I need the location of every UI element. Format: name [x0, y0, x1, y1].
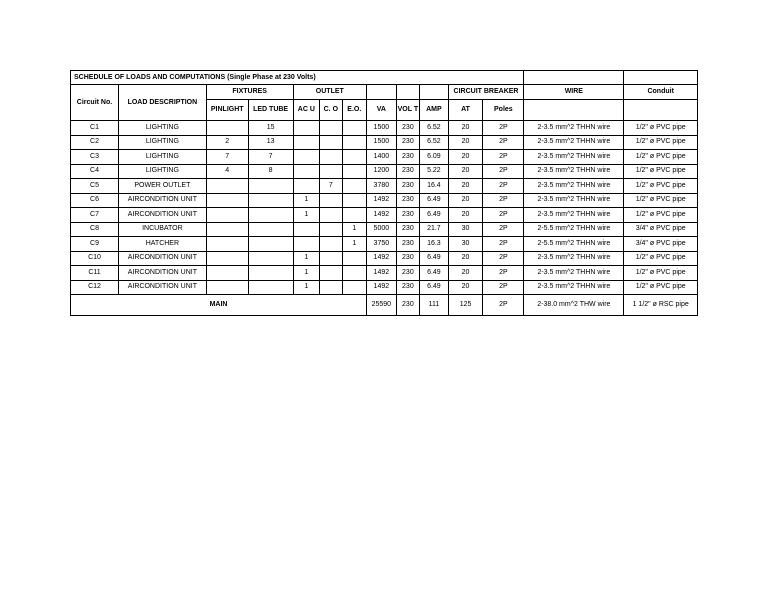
pinlight-cell [206, 193, 248, 208]
va-cell: 1500 [367, 121, 397, 136]
circuit-cell: C11 [71, 266, 119, 281]
acu-cell: 1 [293, 208, 320, 223]
co-cell [320, 193, 342, 208]
va-cell: 1492 [367, 208, 397, 223]
conduit-cell: 1/2" ø PVC pipe [624, 150, 698, 165]
main-at-cell: 125 [448, 295, 483, 316]
circuit-cell: C7 [71, 208, 119, 223]
co-cell [320, 251, 342, 266]
led-tube-cell [248, 208, 293, 223]
volt-cell: 230 [396, 121, 419, 136]
volt-cell: 230 [396, 193, 419, 208]
poles-cell: 2P [483, 164, 524, 179]
at-cell: 20 [448, 280, 483, 295]
va-cell: 1492 [367, 251, 397, 266]
conduit-cell: 3/4" ø PVC pipe [624, 237, 698, 252]
at-cell: 20 [448, 266, 483, 281]
load-description-cell: HATCHER [118, 237, 206, 252]
va-cell: 1492 [367, 266, 397, 281]
header-poles: Poles [483, 100, 524, 121]
volt-cell: 230 [396, 280, 419, 295]
at-cell: 30 [448, 237, 483, 252]
poles-cell: 2P [483, 208, 524, 223]
table-row [71, 164, 698, 179]
poles-cell: 2P [483, 251, 524, 266]
header-load-description: LOAD DESCRIPTION [118, 85, 206, 121]
circuit-cell: C6 [71, 193, 119, 208]
circuit-cell: C12 [71, 280, 119, 295]
poles-cell: 2P [483, 121, 524, 136]
va-cell: 5000 [367, 222, 397, 237]
co-cell [320, 121, 342, 136]
acu-cell: 1 [293, 280, 320, 295]
pinlight-cell [206, 266, 248, 281]
conduit-cell: 1/2" ø PVC pipe [624, 164, 698, 179]
header-led-tube: LED TUBE [248, 100, 293, 121]
title-blank-conduit [624, 71, 698, 85]
main-label-cell: MAIN [71, 295, 367, 316]
va-cell: 1492 [367, 193, 397, 208]
volt-cell: 230 [396, 164, 419, 179]
table-row [71, 193, 698, 208]
eo-cell [342, 266, 367, 281]
pinlight-cell [206, 222, 248, 237]
at-cell: 20 [448, 135, 483, 150]
pinlight-cell [206, 237, 248, 252]
led-tube-cell [248, 179, 293, 194]
led-tube-cell [248, 266, 293, 281]
acu-cell [293, 237, 320, 252]
acu-cell [293, 135, 320, 150]
conduit-cell: 1/2" ø PVC pipe [624, 251, 698, 266]
co-cell [320, 266, 342, 281]
main-conduit-cell: 1 1/2" ø RSC pipe [624, 295, 698, 316]
eo-cell: 1 [342, 222, 367, 237]
amp-cell: 6.49 [420, 251, 449, 266]
table-row [71, 237, 698, 252]
acu-cell [293, 150, 320, 165]
amp-cell: 21.7 [420, 222, 449, 237]
main-poles-cell: 2P [483, 295, 524, 316]
volt-cell: 230 [396, 237, 419, 252]
conduit-cell: 1/2" ø PVC pipe [624, 208, 698, 223]
header-outlet: OUTLET [293, 85, 366, 100]
va-cell: 1492 [367, 280, 397, 295]
circuit-cell: C1 [71, 121, 119, 136]
table-row [71, 150, 698, 165]
pinlight-cell: 2 [206, 135, 248, 150]
at-cell: 20 [448, 150, 483, 165]
at-cell: 20 [448, 121, 483, 136]
header-acu: AC U [293, 100, 320, 121]
va-cell: 3780 [367, 179, 397, 194]
wire-cell: 2-3.5 mm^2 THHN wire [524, 193, 624, 208]
conduit-cell: 1/2" ø PVC pipe [624, 280, 698, 295]
va-cell: 3750 [367, 237, 397, 252]
header-fixtures: FIXTURES [206, 85, 293, 100]
main-va-cell: 25590 [367, 295, 397, 316]
volt-cell: 230 [396, 222, 419, 237]
title-blank-wire [524, 71, 624, 85]
table-row [71, 135, 698, 150]
at-cell: 20 [448, 164, 483, 179]
amp-cell: 6.49 [420, 193, 449, 208]
load-description-cell: AIRCONDITION UNIT [118, 208, 206, 223]
circuit-cell: C5 [71, 179, 119, 194]
led-tube-cell: 13 [248, 135, 293, 150]
wire-cell: 2-3.5 mm^2 THHN wire [524, 121, 624, 136]
eo-cell [342, 164, 367, 179]
pinlight-cell [206, 251, 248, 266]
table-row [71, 222, 698, 237]
va-cell: 1500 [367, 135, 397, 150]
poles-cell: 2P [483, 179, 524, 194]
header-circuit-breaker: CIRCUIT BREAKER [448, 85, 524, 100]
led-tube-cell: 7 [248, 150, 293, 165]
circuit-cell: C10 [71, 251, 119, 266]
conduit-cell: 1/2" ø PVC pipe [624, 135, 698, 150]
amp-cell: 6.49 [420, 280, 449, 295]
pinlight-cell [206, 208, 248, 223]
table-row [71, 251, 698, 266]
amp-cell: 16.3 [420, 237, 449, 252]
volt-cell: 230 [396, 179, 419, 194]
co-cell [320, 237, 342, 252]
wire-cell: 2-5.5 mm^2 THHN wire [524, 222, 624, 237]
circuit-cell: C9 [71, 237, 119, 252]
wire-cell: 2-3.5 mm^2 THHN wire [524, 164, 624, 179]
eo-cell [342, 280, 367, 295]
eo-cell: 1 [342, 237, 367, 252]
wire-cell: 2-3.5 mm^2 THHN wire [524, 280, 624, 295]
poles-cell: 2P [483, 237, 524, 252]
at-cell: 30 [448, 222, 483, 237]
conduit-cell: 1/2" ø PVC pipe [624, 179, 698, 194]
wire-cell: 2-3.5 mm^2 THHN wire [524, 208, 624, 223]
circuit-cell: C2 [71, 135, 119, 150]
main-wire-cell: 2-38.0 mm^2 THW wire [524, 295, 624, 316]
volt-cell: 230 [396, 208, 419, 223]
circuit-cell: C3 [71, 150, 119, 165]
acu-cell [293, 164, 320, 179]
load-description-cell: AIRCONDITION UNIT [118, 266, 206, 281]
load-description-cell: LIGHTING [118, 150, 206, 165]
pinlight-cell [206, 121, 248, 136]
amp-cell: 16.4 [420, 179, 449, 194]
load-description-cell: LIGHTING [118, 164, 206, 179]
volt-cell: 230 [396, 150, 419, 165]
header-va: VA [367, 100, 397, 121]
load-description-cell: INCUBATOR [118, 222, 206, 237]
header-wire: WIRE [524, 85, 624, 100]
at-cell: 20 [448, 251, 483, 266]
acu-cell [293, 121, 320, 136]
amp-cell: 6.52 [420, 121, 449, 136]
main-volt-cell: 230 [396, 295, 419, 316]
conduit-cell: 1/2" ø PVC pipe [624, 193, 698, 208]
header-blank-conduit [624, 100, 698, 121]
acu-cell [293, 222, 320, 237]
amp-cell: 5.22 [420, 164, 449, 179]
header-circuit-no: Circuit No. [71, 85, 119, 121]
header-amp: AMP [420, 100, 449, 121]
led-tube-cell [248, 193, 293, 208]
volt-cell: 230 [396, 135, 419, 150]
eo-cell [342, 251, 367, 266]
header-conduit: Conduit [624, 85, 698, 100]
amp-cell: 6.49 [420, 266, 449, 281]
poles-cell: 2P [483, 266, 524, 281]
acu-cell [293, 179, 320, 194]
acu-cell: 1 [293, 193, 320, 208]
conduit-cell: 1/2" ø PVC pipe [624, 266, 698, 281]
circuit-cell: C8 [71, 222, 119, 237]
load-description-cell: AIRCONDITION UNIT [118, 280, 206, 295]
at-cell: 20 [448, 193, 483, 208]
led-tube-cell: 15 [248, 121, 293, 136]
table-title: SCHEDULE OF LOADS AND COMPUTATIONS (Single Phase at 230 Volts) [71, 71, 524, 85]
load-description-cell: AIRCONDITION UNIT [118, 251, 206, 266]
pinlight-cell [206, 280, 248, 295]
pinlight-cell: 7 [206, 150, 248, 165]
acu-cell: 1 [293, 251, 320, 266]
load-description-cell: AIRCONDITION UNIT [118, 193, 206, 208]
header-blank-volt [396, 85, 419, 100]
volt-cell: 230 [396, 251, 419, 266]
header-blank-amp [420, 85, 449, 100]
va-cell: 1400 [367, 150, 397, 165]
eo-cell [342, 121, 367, 136]
header-eo: E.O. [342, 100, 367, 121]
table-row [71, 208, 698, 223]
amp-cell: 6.49 [420, 208, 449, 223]
wire-cell: 2-3.5 mm^2 THHN wire [524, 135, 624, 150]
co-cell [320, 164, 342, 179]
co-cell [320, 222, 342, 237]
acu-cell: 1 [293, 266, 320, 281]
header-co: C. O [320, 100, 342, 121]
header-volt: VOL T [396, 100, 419, 121]
pinlight-cell [206, 179, 248, 194]
header-blank-va [367, 85, 397, 100]
volt-cell: 230 [396, 266, 419, 281]
poles-cell: 2P [483, 280, 524, 295]
header-blank-wire [524, 100, 624, 121]
wire-cell: 2-5.5 mm^2 THHN wire [524, 237, 624, 252]
led-tube-cell [248, 251, 293, 266]
co-cell [320, 135, 342, 150]
header-pinlight: PINLIGHT [206, 100, 248, 121]
conduit-cell: 3/4" ø PVC pipe [624, 222, 698, 237]
co-cell [320, 280, 342, 295]
led-tube-cell [248, 280, 293, 295]
wire-cell: 2-3.5 mm^2 THHN wire [524, 266, 624, 281]
schedule-of-loads-table [70, 70, 698, 316]
amp-cell: 6.09 [420, 150, 449, 165]
header-at: AT [448, 100, 483, 121]
eo-cell [342, 193, 367, 208]
table-row [71, 266, 698, 281]
co-cell [320, 150, 342, 165]
wire-cell: 2-3.5 mm^2 THHN wire [524, 150, 624, 165]
table-row [71, 121, 698, 136]
wire-cell: 2-3.5 mm^2 THHN wire [524, 179, 624, 194]
pinlight-cell: 4 [206, 164, 248, 179]
load-description-cell: LIGHTING [118, 121, 206, 136]
table-row [71, 280, 698, 295]
poles-cell: 2P [483, 150, 524, 165]
led-tube-cell [248, 237, 293, 252]
eo-cell [342, 179, 367, 194]
circuit-cell: C4 [71, 164, 119, 179]
main-amp-cell: 111 [420, 295, 449, 316]
eo-cell [342, 150, 367, 165]
amp-cell: 6.52 [420, 135, 449, 150]
main-row [71, 295, 698, 316]
led-tube-cell: 8 [248, 164, 293, 179]
led-tube-cell [248, 222, 293, 237]
table-row [71, 179, 698, 194]
wire-cell: 2-3.5 mm^2 THHN wire [524, 251, 624, 266]
conduit-cell: 1/2" ø PVC pipe [624, 121, 698, 136]
eo-cell [342, 135, 367, 150]
at-cell: 20 [448, 208, 483, 223]
co-cell: 7 [320, 179, 342, 194]
poles-cell: 2P [483, 135, 524, 150]
va-cell: 1200 [367, 164, 397, 179]
poles-cell: 2P [483, 193, 524, 208]
load-description-cell: POWER OUTLET [118, 179, 206, 194]
at-cell: 20 [448, 179, 483, 194]
eo-cell [342, 208, 367, 223]
load-description-cell: LIGHTING [118, 135, 206, 150]
co-cell [320, 208, 342, 223]
poles-cell: 2P [483, 222, 524, 237]
